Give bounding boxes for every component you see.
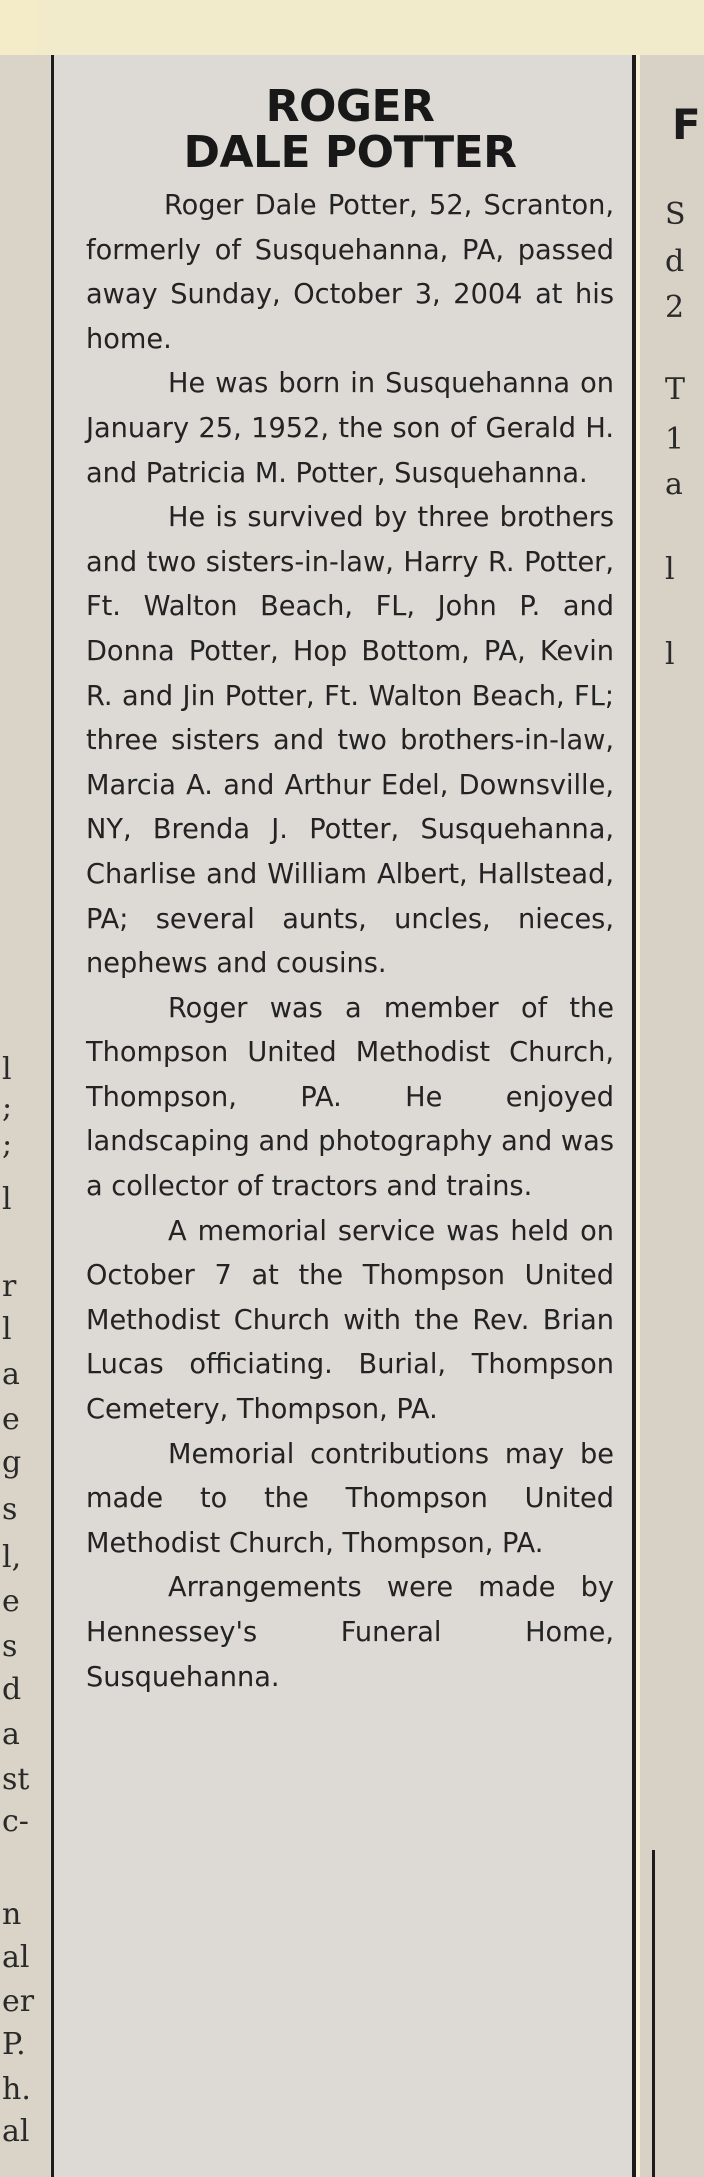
- left-fragment-line: e: [2, 1584, 20, 1619]
- left-fragment-line: r: [2, 1269, 17, 1304]
- paragraph-contributions: Memorial contributions may be made to the Thompson United Methodist Church, Thompson, PA.: [86, 1438, 614, 1559]
- left-fragment-line: c-: [2, 1804, 29, 1839]
- left-fragment-line: ;: [2, 1090, 13, 1125]
- column-rule-left: [51, 55, 54, 2177]
- left-fragment-line: P.: [2, 2027, 26, 2062]
- paragraph-death-notice: Roger Dale Potter, 52, Scranton, formerly of Susquehanna, PA, passed away Sunday, October 3, 2004 at his home.: [86, 190, 614, 355]
- right-fragment-line: 1: [665, 422, 685, 457]
- column-rule-right: [632, 55, 636, 2177]
- left-fragment-line: a: [2, 1357, 20, 1392]
- obituary-headline: [86, 81, 614, 178]
- left-fragment-line: a: [2, 1717, 20, 1752]
- obituary-body: [86, 184, 614, 1700]
- right-fragment-line: d: [665, 244, 685, 279]
- right-fragment-line: S: [665, 197, 686, 232]
- paragraph-memorial-service: A memorial service was held on October 7 at the Thompson United Methodist Church with the Rev. Brian Lucas officiating. Burial, Thompson Cemetery, Thompson, PA.: [86, 1215, 614, 1426]
- left-fragment-line: h.: [2, 2072, 31, 2107]
- right-fragment-line: a: [665, 467, 683, 502]
- column-rule-right-secondary: [652, 1850, 655, 2177]
- paragraph-survivors: He is survived by three brothers and two sisters-in-law, Harry R. Potter, Ft. Walton Beach, FL, John P. and Donna Potter, Hop Bottom, PA, Kevin R. and Jin Potter, Ft. Walton Beach, FL; three sisters and two brothers-in-law, Marcia A. and Arthur Edel, Downsville, NY, Brenda J. Potter, Susquehanna, Charlise and William Albert, Hallstead, PA; several aunts, uncles, nieces, nephews and cousins.: [86, 502, 614, 980]
- left-fragment-line: s: [2, 1629, 18, 1664]
- right-fragment-line: 2: [665, 290, 685, 325]
- left-fragment-line: s: [2, 1492, 18, 1527]
- left-fragment-line: st: [2, 1762, 30, 1797]
- left-fragment-line: d: [2, 1672, 22, 1707]
- right-fragment-line: T: [665, 372, 686, 407]
- left-fragment-line: g: [2, 1445, 22, 1480]
- paragraph-membership: Roger was a member of the Thompson United Methodist Church, Thompson, PA. He enjoyed landscaping and photography and was a collector of tractors and trains.: [86, 992, 614, 1203]
- right-fragment-heading: F: [672, 100, 701, 149]
- left-fragment-line: al: [2, 2114, 30, 2149]
- left-fragment-line: l: [2, 1052, 12, 1087]
- obituary-article: [86, 81, 614, 1700]
- left-fragment-line: ;: [2, 1127, 13, 1162]
- left-fragment-line: l: [2, 1312, 12, 1347]
- headline-line-2: DALE POTTER: [183, 127, 517, 178]
- right-fragment-line: l: [665, 637, 675, 672]
- left-fragment-line: l: [2, 1182, 12, 1217]
- headline-line-1: ROGER: [265, 81, 435, 132]
- left-fragment-line: l,: [2, 1540, 22, 1575]
- left-fragment-line: al: [2, 1940, 30, 1975]
- paragraph-birth: He was born in Susquehanna on January 25, 1952, the son of Gerald H. and Patricia M. Potter, Susquehanna.: [86, 368, 614, 489]
- paragraph-arrangements: Arrangements were made by Hennessey's Funeral Home, Susquehanna.: [86, 1572, 614, 1693]
- mount-strip: [38, 0, 704, 55]
- left-fragment-line: n: [2, 1897, 22, 1932]
- right-fragment-line: l: [665, 552, 675, 587]
- left-fragment-line: er: [2, 1984, 35, 2019]
- left-fragment-line: e: [2, 1402, 20, 1437]
